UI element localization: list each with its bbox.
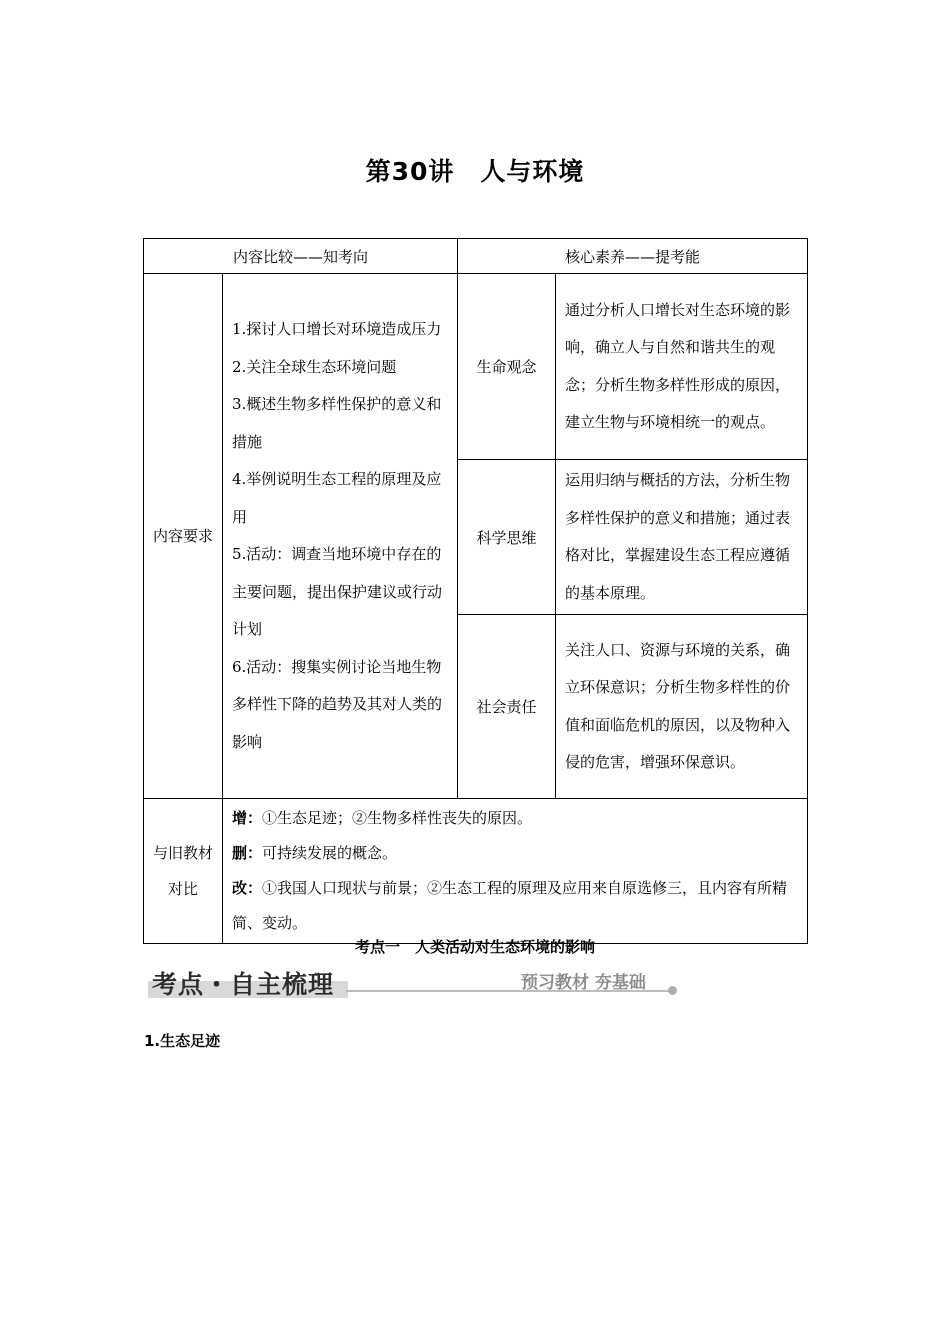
add-key: 增： bbox=[232, 809, 263, 827]
core-desc: 运用归纳与概括的方法，分析生物多样性保护的意义和措施；通过表格对比，掌握建设生态工程应遵循的基本原理。 bbox=[556, 460, 808, 615]
banner-sub-text: 预习教材 夯基础 bbox=[521, 973, 646, 993]
compare-cell bbox=[223, 799, 808, 944]
add-text: ①生态足迹；②生物多样性丧失的原因。 bbox=[262, 809, 533, 827]
delete-text: 可持续发展的概念。 bbox=[262, 844, 398, 862]
overview-table bbox=[143, 238, 808, 944]
page-title: 第30讲 人与环境 bbox=[365, 157, 585, 186]
requirement-item: 6.活动：搜集实例讨论当地生物多样性下降的趋势及其对人类的影响 bbox=[232, 657, 443, 751]
requirement-item: 5.活动：调查当地环境中存在的主要问题，提出保护建议或行动计划 bbox=[232, 545, 443, 638]
core-label: 社会责任 bbox=[458, 615, 556, 799]
compare-label: 与旧教材对比 bbox=[144, 799, 223, 944]
requirement-item: 3.概述生物多样性保护的意义和措施 bbox=[232, 395, 442, 451]
content-label: 内容要求 bbox=[144, 274, 223, 799]
core-label: 科学思维 bbox=[458, 460, 556, 615]
core-label: 生命观念 bbox=[458, 274, 556, 460]
banner-main-text: 考点・自主梳理 bbox=[152, 970, 335, 999]
requirement-item: 2.关注全球生态环境问题 bbox=[232, 357, 397, 376]
core-desc: 关注人口、资源与环境的关系，确立环保意识；分析生物多样性的价值和面临危机的原因，以及物种入侵的危害，增强环保意识。 bbox=[556, 615, 808, 799]
section-banner bbox=[146, 962, 681, 1002]
header-right: 核心素养——提考能 bbox=[458, 239, 808, 274]
item-title: 1.生态足迹 bbox=[144, 1032, 221, 1050]
requirement-item: 1.探讨人口增长对环境造成压力 bbox=[232, 320, 442, 338]
delete-key: 删： bbox=[232, 844, 263, 862]
requirement-item: 4.举例说明生态工程的原理及应用 bbox=[232, 470, 442, 526]
banner-dot-icon bbox=[668, 986, 677, 995]
modify-key: 改： bbox=[232, 879, 263, 897]
section-title: 考点一 人类活动对生态环境的影响 bbox=[354, 938, 595, 956]
header-left: 内容比较——知考向 bbox=[144, 239, 458, 274]
requirements-cell bbox=[223, 274, 458, 799]
modify-text: ①我国人口现状与前景；②生态工程的原理及应用来自原选修三，且内容有所精简、变动。 bbox=[232, 879, 788, 932]
core-desc: 通过分析人口增长对生态环境的影响，确立人与自然和谐共生的观念；分析生物多样性形成的原因，建立生物与环境相统一的观点。 bbox=[556, 274, 808, 460]
